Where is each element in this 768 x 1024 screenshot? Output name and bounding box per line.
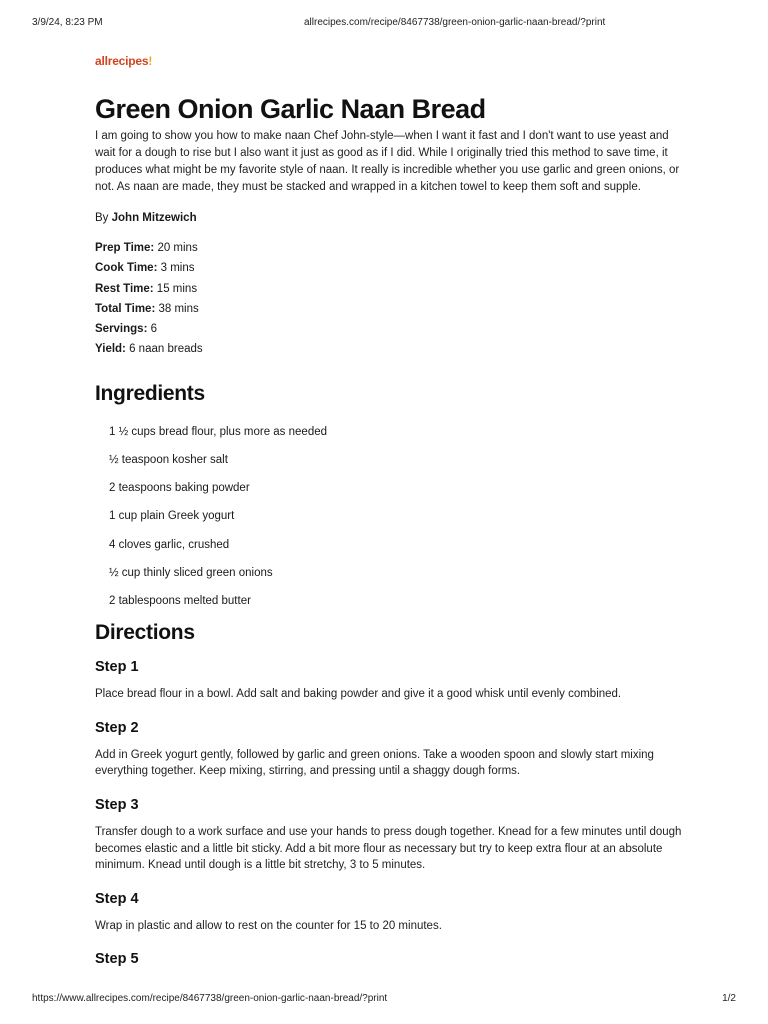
step-text: Add in Greek yogurt gently, followed by garlic and green onions. Take a wooden spoon and slowly start mixing everything together. Keep mixing, stirring, and pressing until a shaggy dough forms. xyxy=(95,748,654,778)
ingredient-item: 1 cup plain Greek yogurt xyxy=(109,510,235,523)
ingredient-item: 2 teaspoons baking powder xyxy=(109,482,250,495)
step-title: Step 4 xyxy=(95,890,139,907)
meta-rest-time xyxy=(95,279,695,299)
step-title: Step 5 xyxy=(95,951,139,968)
footer-url: https://www.allrecipes.com/recipe/8467738/green-onion-garlic-naan-bread/?print xyxy=(32,993,388,1004)
direction-step-3 xyxy=(95,795,695,874)
print-footer xyxy=(32,993,736,1007)
directions-heading: Directions xyxy=(95,621,195,645)
step-title: Step 1 xyxy=(95,659,139,676)
step-title: Step 3 xyxy=(95,796,139,813)
byline xyxy=(95,210,695,227)
meta-value: 6 naan breads xyxy=(129,343,203,356)
direction-step-1 xyxy=(95,657,695,703)
meta-value: 20 mins xyxy=(157,242,198,254)
recipe-title: Green Onion Garlic Naan Bread xyxy=(95,94,486,124)
recipe-intro: I am going to show you how to make naan Chef John-style—when I want it fast and I don't want to use yeast and wait for a dough to rise but I also want it just as good as if I did. While I originally tried this method to save time, it produces what might be my favorite style of naan. It really is incredible whether you use garlic and green onions, or not. As naan are made, they must be stacked and wrapped in a kitchen towel to keep them soft and supple. xyxy=(95,130,680,193)
allrecipes-logo[interactable] xyxy=(95,54,695,70)
meta-total-time xyxy=(95,299,695,319)
page-number: 1/2 xyxy=(722,993,736,1004)
step-text: Place bread flour in a bowl. Add salt and baking powder and give it a good whisk until evenly combined. xyxy=(95,688,622,701)
ingredient-item: 1 ½ cups bread flour, plus more as needed xyxy=(109,425,328,438)
ingredient-item: ½ cup thinly sliced green onions xyxy=(109,566,273,579)
meta-value: 6 xyxy=(150,323,158,336)
meta-label: Total Time: xyxy=(95,302,156,315)
ingredient-item: ½ teaspoon kosher salt xyxy=(109,453,228,466)
print-datetime: 3/9/24, 8:23 PM xyxy=(32,17,103,28)
direction-step-2 xyxy=(95,718,695,780)
author-link[interactable]: John Mitzewich xyxy=(111,212,197,224)
recipe-page xyxy=(95,54,695,969)
step-text: Transfer dough to a work surface and use your hands to press dough together. Knead for a few minutes until dough becomes elastic and a little bit sticky. Add a bit more flour as necessary but try to keep extra flour at an absolute minimum. Knead until dough is a little bit stretchy, 3 to 5 minutes. xyxy=(95,825,682,872)
ingredient-item: 4 cloves garlic, crushed xyxy=(109,538,230,551)
logo-mark: ! xyxy=(148,54,153,68)
byline-prefix: By xyxy=(95,212,109,224)
meta-servings xyxy=(95,319,695,339)
step-text: Wrap in plastic and allow to rest on the counter for 15 to 20 minutes. xyxy=(95,919,442,932)
direction-step-4 xyxy=(95,889,695,935)
meta-value: 15 mins xyxy=(156,282,198,295)
meta-value: 3 mins xyxy=(160,262,195,275)
recipe-meta xyxy=(95,238,695,360)
direction-step-5 xyxy=(95,949,695,969)
meta-value: 38 mins xyxy=(158,302,199,315)
ingredients-heading: Ingredients xyxy=(95,381,205,405)
meta-label: Rest Time: xyxy=(95,282,154,295)
meta-prep-time xyxy=(95,238,695,258)
print-url: allrecipes.com/recipe/8467738/green-onion-garlic-naan-bread/?print xyxy=(304,17,606,28)
print-header xyxy=(32,17,736,31)
meta-label: Cook Time: xyxy=(95,262,158,275)
step-title: Step 2 xyxy=(95,719,139,736)
meta-cook-time xyxy=(95,258,695,278)
meta-label: Yield: xyxy=(95,343,126,356)
ingredients-list xyxy=(109,418,695,615)
meta-label: Prep Time: xyxy=(95,242,155,254)
meta-yield xyxy=(95,339,695,359)
logo-text: allrecipes xyxy=(95,54,149,68)
ingredient-item: 2 tablespoons melted butter xyxy=(109,595,251,607)
meta-label: Servings: xyxy=(95,323,148,336)
